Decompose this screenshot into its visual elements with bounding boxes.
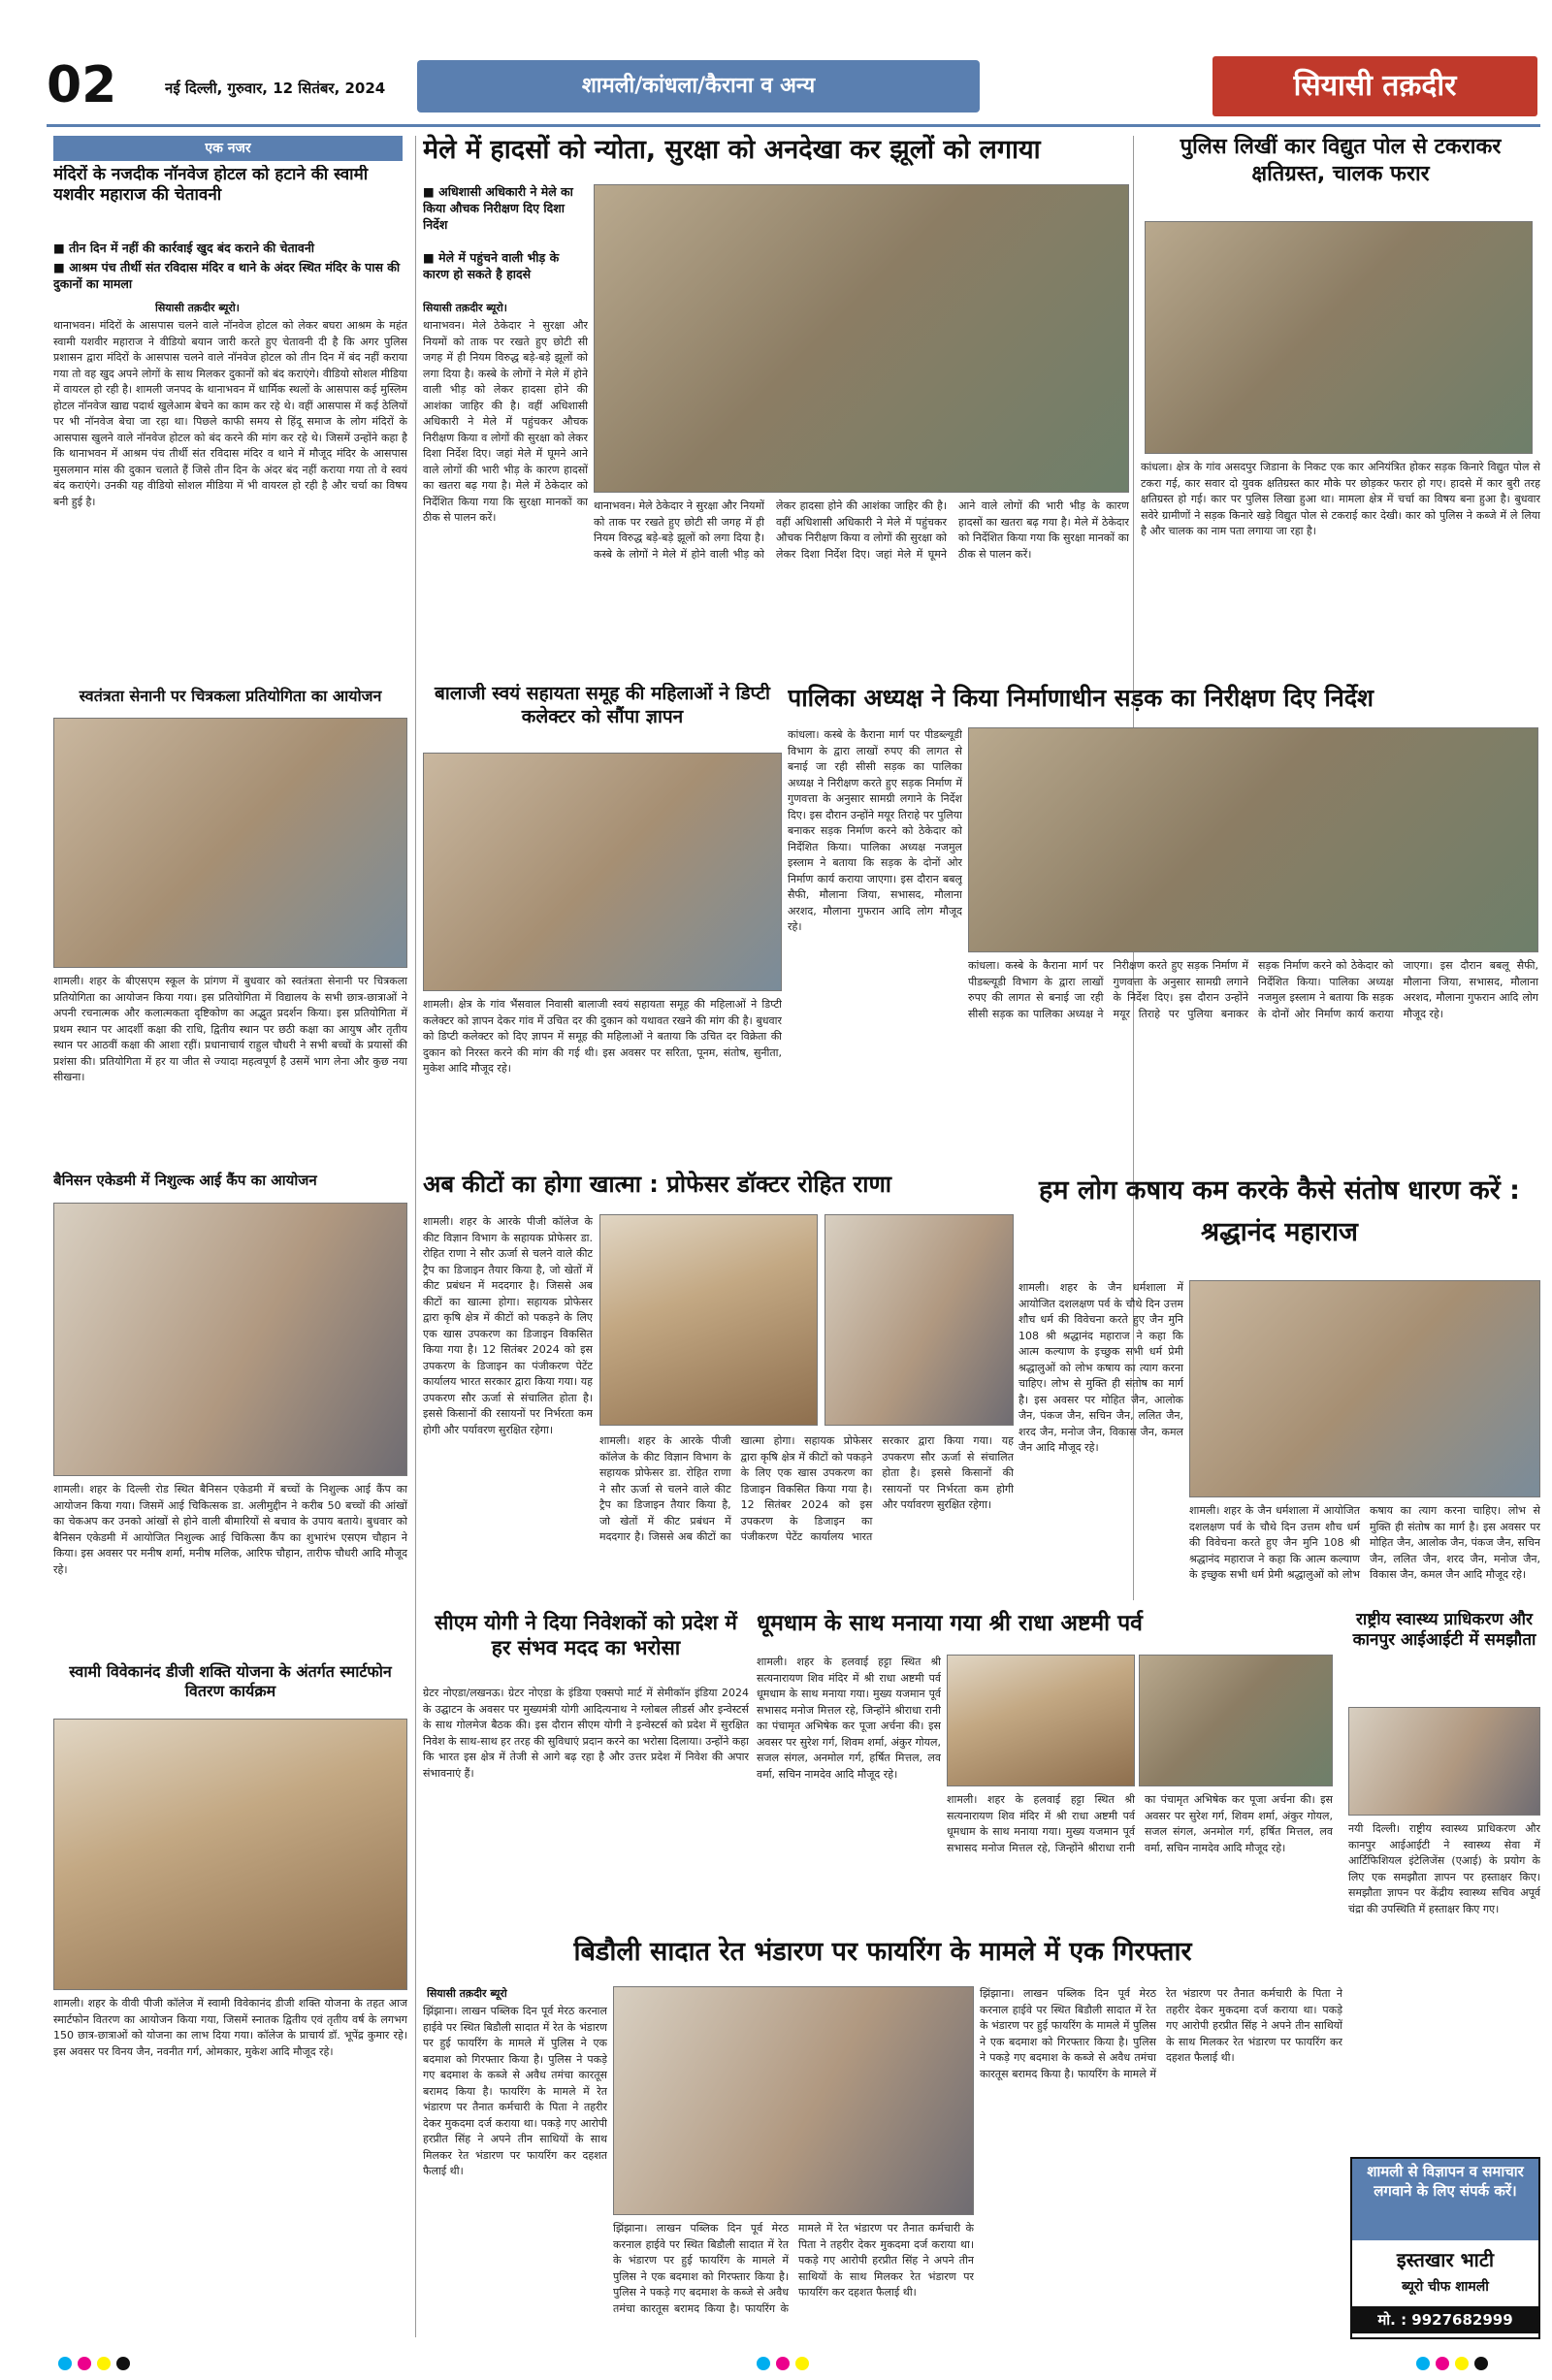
ek-nazar-headline: मंदिरों के नजदीक नॉनवेज होटल को हटाने की स्वामी यशवीर महाराज की चेतावनी xyxy=(53,165,369,206)
firing-headline: बिडौली सादात रेत भंडारण पर फायरिंग के मामले में एक गिरफ्तार xyxy=(573,1937,1192,1967)
fair-headline: मेले में हादसों को न्योता, सुरक्षा को अनदेखा कर झूलों को लगाया xyxy=(423,135,1041,165)
magenta-mark xyxy=(776,2357,790,2370)
firing-body-col3: झिंझाना। लाखन पब्लिक दिन पूर्व मेरठ करनाल हाईवे पर स्थित बिडौली सादात में रेत के भंडारण पर हुई फायरिंग के मामले में पुलिस ने एक बदमाश को गिरफ्तार किया है। पुलिस ने पकड़े गए बदमाश के कब्जे से अवैध तमंचा कारतूस बरामद किया है। फायरिंग के मामले में रेत भंडारण पर तैनात कर्मचारी के पिता ने तहरीर देकर मुकदमा दर्ज कराया था। पकड़े गए आरोपी हरप्रीत सिंह ने अपने तीन साथियों के साथ मिलकर रेत भंडारण पर फायरिंग कर दहशत फैलाई थी। xyxy=(980,1987,1342,2080)
painting-headline: स्वतंत्रता सेनानी पर चित्रकला प्रतियोगिता का आयोजन xyxy=(79,687,382,705)
smartphone-photo xyxy=(53,1719,407,1990)
shraddhanand-photo xyxy=(1189,1280,1540,1497)
fair-photo xyxy=(594,184,1129,493)
radha-headline: धूमधाम के साथ मनाया गया श्री राधा अष्टमी पर्व xyxy=(757,1611,1143,1636)
health-mou-photo xyxy=(1348,1707,1540,1816)
cyan-mark xyxy=(58,2357,72,2370)
health-mou-body: नयी दिल्ली। राष्ट्रीय स्वास्थ्य प्राधिकरण और कानपुर आईआईटी ने स्वास्थ्य सेवा में आर्टिफिशियल इंटेलिजेंस (एआई) के प्रयोग के लिए एक समझौता ज्ञापन पर हस्ताक्षर किए। समझौता ज्ञापन पर केंद्रीय स्वास्थ्य सचिव अपूर्व चंद्रा की उपस्थिति में हस्ताक्षर किए गए। xyxy=(1348,1822,1540,1915)
shraddhanand-headline: हम लोग कषाय कम करके कैसे संतोष धारण करें : श्रद्धानंद महाराज xyxy=(1039,1175,1520,1248)
car-accident-body: कांधला। क्षेत्र के गांव असदपुर जिडाना के निकट एक कार अनियंत्रित होकर सड़क किनारे विद्युत पोल से टकरा गई, कार सवार दो युवक क्षतिग्रस्त कार मौके पर छोड़कर फरार हो गए। हादसे में कार बुरी तरह क्षतिग्रस्त हो गई। कार पर पुलिस लिखा हुआ था। मामला क्षेत्र में चर्चा का विषय बना हुआ है। बुधवार सवेरे ग्रामीणों ने सड़क किनारे खड़े विद्युत पोल से टकराई कार देखी। कार को पुलिस ने कब्जे में ले लिया है और चालक का नाम पता लगाया जा रहा है। xyxy=(1141,461,1540,537)
road-headline: पालिका अध्यक्ष ने किया निर्माणाधीन सड़क का निरीक्षण दिए निर्देश xyxy=(788,684,1374,712)
ek-nazar-bullet: ■ तीन दिन में नहीं की कार्रवाई खुद बंद कराने की चेतावनी xyxy=(53,241,314,255)
magenta-mark xyxy=(1436,2357,1449,2370)
road-photo xyxy=(968,727,1538,952)
firing-body-col1: झिंझाना। लाखन पब्लिक दिन पूर्व मेरठ करनाल हाईवे पर स्थित बिडौली सादात में रेत के भंडारण पर हुई फायरिंग के मामले में पुलिस ने एक बदमाश को गिरफ्तार किया है। पुलिस ने पकड़े गए बदमाश के कब्जे से अवैध तमंचा कारतूस बरामद किया है। फायरिंग के मामले में रेत भंडारण पर तैनात कर्मचारी के पिता ने तहरीर देकर मुकदमा दर्ज कराया था। पकड़े गए आरोपी हरप्रीत सिंह ने अपने तीन साथियों के साथ मिलकर रेत भंडारण पर फायरिंग कर दहशत फैलाई थी। xyxy=(423,2005,607,2177)
page-number: 02 xyxy=(47,56,117,114)
print-marks xyxy=(0,2347,1552,2380)
radha-body-col2: शामली। शहर के हलवाई हट्टा स्थित श्री सत्यनारायण शिव मंदिर में श्री राधा अष्टमी पर्व धूमधाम के साथ मनाया गया। मुख्य यजमान पूर्व सभासद मनोज मित्तल रहे, जिन्होंने श्रीराधा रानी का पंचामृत अभिषेक कर पूजा अर्चना की। इस अवसर पर सुरेश गर्ग, शिवम शर्मा, अंकुर गोयल, सजल संगल, अनमोल गर्ग, हर्षित मित्तल, लव वर्मा, सचिन नामदेव आदि मौजूद रहे। xyxy=(947,1793,1333,1854)
eye-camp-headline: बैनिसन एकेडमी में निशुल्क आई कैंप का आयोजन xyxy=(53,1172,317,1189)
ad-text: शामली से विज्ञापन व समाचार लगवाने के लिए संपर्क करें। xyxy=(1352,2159,1538,2240)
shraddhanand-body-col2: शामली। शहर के जैन धर्मशाला में आयोजित दशलक्षण पर्व के चौथे दिन उत्तम शौच धर्म की विवेचना करते हुए जैन मुनि 108 श्री श्रद्धानंद महाराज ने कहा कि आत्म कल्याण के इच्छुक सभी धर्म प्रेमी श्रद्धालुओं को लोभ कषाय का त्याग करना चाहिए। लोभ से मुक्ति ही संतोष का मार्ग है। इस अवसर पर मोहित जैन, आलोक जैन, पंकज जैन, सचिन जैन, ललित जैन, शरद जैन, मनोज जैन, विकास जैन, कमल जैन आदि मौजूद रहे। xyxy=(1189,1504,1540,1581)
smartphone-body: शामली। शहर के वीवी पीजी कॉलेज में स्वामी विवेकानंद डीजी शक्ति योजना के तहत आज स्मार्टफोन वितरण का आयोजन किया गया, जिसमें स्नातक द्वितीय एवं तृतीय वर्ष के लगभग 150 छात्र-छात्राओं को योजना का लाभ दिया गया। कॉलेज के प्राचार्य डॉ. भूपेंद्र कुमार रहे। इस अवसर पर विनय जैन, नवनीत गर्ग, ओमकार, मुकेश आदि मौजूद रहे। xyxy=(53,1997,407,2058)
ek-nazar-body: थानाभवन। मंदिरों के आसपास चलने वाले नॉनवेज होटल को लेकर बघरा आश्रम के महंत स्वामी यशवीर महाराज ने वीडियो बयान जारी करते हुए चेतावनी दी है कि अगर पुलिस प्रशासन द्वारा मंदिरों के आसपास चलने वाले नॉनवेज होटल को तीन दिन में बंद नहीं कराया गया तो वह खुद अपने लोगों के साथ मिलकर दुकानों को बंद कराएंगे। वीडियो सोशल मीडिया में वायरल हो रही है। शामली जनपद के थानाभवन में धार्मिक स्थलों के आसपास कई मुस्लिम होटल नॉनवेज खाद्य पदार्थ खुलेआम बेचने का काम कर रहे थे। वहीं आसपास में कई ठेलियों पर भी नॉनवेज बेचा जा रहा था। पिछले काफी समय से हिंदू समाज के लोग मंदिरों के आसपास खुलने वाले नॉनवेज होटल को बंद करने की मांग कर रहे थे। जिसमें उन्होंने कहा है कि थानाभवन में आश्रम पंच तीर्थी संत रविदास मंदिर व थाने में मौजूद मंदिर के आसपास मुसलमान मांस की दुकान चलाते हैं जिसे तीन दिन के अंदर बंद नहीं कराया गया तो वे स्वयं बंद कराएंगे। उनकी यह वीडियो सोशल मीडिया में भी वायरल हो रही है और चर्चा का विषय बनी हुई है। xyxy=(53,319,407,508)
professor-headline: अब कीटों का होगा खात्मा : प्रोफेसर डॉक्टर रोहित राणा xyxy=(423,1171,892,1198)
cyan-mark xyxy=(1416,2357,1430,2370)
professor-body-col2: शामली। शहर के आरके पीजी कॉलेज के कीट विज्ञान विभाग के सहायक प्रोफेसर डा. रोहित राणा ने सौर ऊर्जा से चलने वाले कीट ट्रैप का डिजाइन तैयार किया है, जो खेतों में कीट प्रबंधन में मददगार है। जिससे अब कीटों का खात्मा होगा। सहायक प्रोफेसर द्वारा कृषि क्षेत्र में कीटों को पकड़ने के लिए एक खास उपकरण का डिजाइन विकसित किया गया है। 12 सितंबर 2024 को इस उपकरण के डिजाइन का पंजीकरण पेटेंट कार्यालय भारत सरकार द्वारा किया गया। यह उपकरण सौर ऊर्जा से संचालित होता है। इससे किसानों की रसायनों पर निर्भरता कम होगी और पर्यावरण सुरक्षित रहेगा। xyxy=(599,1434,1014,1543)
firing-byline: सियासी तक़दीर ब्यूरो xyxy=(427,1987,507,2000)
dateline: नई दिल्ली, गुरुवार, 12 सितंबर, 2024 xyxy=(165,80,386,97)
black-mark xyxy=(116,2357,130,2370)
painting-body: शामली। शहर के बीएसएम स्कूल के प्रांगण में बुधवार को स्वतंत्रता सेनानी पर चित्रकला प्रतियोगिता का आयोजन किया गया। इस प्रतियोगिता में विद्यालय के सभी छात्र-छात्राओं ने अपनी रचनात्मक और कलात्मकता दृष्टिकोण का अद्भुत प्रदर्शन किया। इस प्रतियोगिता में प्रथम स्थान पर आदर्शी कक्षा की राधि, द्वितीय स्थान पर छठी कक्षा का आयुष और तृतीय स्थान पर आठवीं कक्षा की आशा रहीं। प्रधानाचार्य राहुल चौधरी ने सभी बच्चों के प्रयासों की प्रशंसा की। प्रतियोगिता में हर या जीत से ज्यादा महत्वपूर्ण है उसमें भाग लेना और कुछ नया सीखना। xyxy=(53,975,407,1083)
road-body-col1: कांधला। कस्बे के कैराना मार्ग पर पीडब्ल्यूडी विभाग के द्वारा लाखों रुपए की लागत से बनाई जा रही सीसी सड़क का पालिका अध्यक्ष ने निरीक्षण करते हुए सड़क निर्माण में गुणवत्ता के अनुसार सामग्री लगाने के निर्देश दिए। इस दौरान उन्होंने मयूर तिराहे पर पुलिया बनाकर सड़क निर्माण करने को ठेकेदार को निर्देशित किया। पालिका अध्यक्ष नजमुल इस्लाम ने बताया कि सड़क के दोनों ओर निर्माण कार्य कराया जाएगा। इस दौरान बबलू सैफी, मौलाना जिया, सभासद, मौलाना अरशद, मौलाना गुफरान आदि लोग मौजूद रहे। xyxy=(788,728,962,933)
professor-body-col1: शामली। शहर के आरके पीजी कॉलेज के कीट विज्ञान विभाग के सहायक प्रोफेसर डा. रोहित राणा ने सौर ऊर्जा से चलने वाले कीट ट्रैप का डिजाइन तैयार किया है, जो खेतों में कीट प्रबंधन में मददगार है। जिससे अब कीटों का खात्मा होगा। सहायक प्रोफेसर द्वारा कृषि क्षेत्र में कीटों को पकड़ने के लिए एक खास उपकरण का डिजाइन विकसित किया गया है। 12 सितंबर 2024 को इस उपकरण के डिजाइन का पंजीकरण पेटेंट कार्यालय भारत सरकार द्वारा किया गया। यह उपकरण सौर ऊर्जा से संचालित होता है। इससे किसानों की रसायनों पर निर्भरता कम होगी और पर्यावरण सुरक्षित रहेगा। xyxy=(423,1215,593,1436)
car-accident-photo xyxy=(1145,221,1533,454)
women-group-photo xyxy=(423,753,782,991)
section-title: शामली/कांधला/कैराना व अन्य xyxy=(417,60,980,113)
fair-bullet: ■ मेले में पहुंचने वाली भीड़ के कारण हो सकते है हादसे xyxy=(423,250,560,281)
radha-body-col1: शामली। शहर के हलवाई हट्टा स्थित श्री सत्यनारायण शिव मंदिर में श्री राधा अष्टमी पर्व धूमधाम के साथ मनाया गया। मुख्य यजमान पूर्व सभासद मनोज मित्तल रहे, जिन्होंने श्रीराधा रानी का पंचामृत अभिषेक कर पूजा अर्चना की। इस अवसर पर सुरेश गर्ग, शिवम शर्मा, अंकुर गोयल, सजल संगल, अनमोल गर्ग, हर्षित मित्तल, लव वर्मा, सचिन नामदेव आदि मौजूद रहे। xyxy=(757,1656,941,1781)
cm-yogi-headline: सीएम योगी ने दिया निवेशकों को प्रदेश में हर संभव मदद का भरोसा xyxy=(435,1611,737,1660)
health-mou-headline: राष्ट्रीय स्वास्थ्य प्राधिकरण और कानपुर आईआईटी में समझौता xyxy=(1352,1610,1536,1651)
radha-photo-1 xyxy=(947,1655,1135,1786)
painting-photo xyxy=(53,718,407,968)
magenta-mark xyxy=(78,2357,91,2370)
cyan-mark xyxy=(757,2357,770,2370)
ad-role: ब्यूरो चीफ शामली xyxy=(1402,2279,1489,2295)
ek-nazar-label: एक नजर xyxy=(53,136,403,161)
brand-logo: सियासी तक़दीर xyxy=(1212,56,1537,116)
yellow-mark xyxy=(97,2357,111,2370)
professor-photo-1 xyxy=(599,1214,818,1426)
fair-bullet: ■ अधिशासी अधिकारी ने मेले का किया औचक निरीक्षण दिए दिशा निर्देश xyxy=(423,184,573,232)
eye-camp-photo xyxy=(53,1203,407,1476)
fair-byline: सियासी तक़दीर ब्यूरो। xyxy=(423,302,507,314)
professor-photo-2 xyxy=(824,1214,1014,1426)
eye-camp-body: शामली। शहर के दिल्ली रोड स्थित बैनिसन एकेडमी में बच्चों के निशुल्क आई कैंप का आयोजन किया गया। जिसमें आई चिकित्सक डा. अलीमुद्दीन ने करीब 50 बच्चों की आंखों का चेकअप कर उनको आंखों से होने वाली बीमारियों से बचाव के उपाय बताये। बुधवार को बैनिसन एकेडमी में आयोजित निशुल्क आई चिकित्सा कैंप का शुभारंभ एसएम चौहान ने किया। इस अवसर पर मनीष शर्मा, मनीष मलिक, आरिफ चौहान, तारीफ चौधरी आदि मौजूद रहे। xyxy=(53,1483,407,1576)
car-accident-headline: पुलिस लिखीं कार विद्युत पोल से टकराकर क्षतिग्रस्त, चालक फरार xyxy=(1180,135,1502,186)
column-divider xyxy=(415,136,416,2337)
fair-body-col2: थानाभवन। मेले ठेकेदार ने सुरक्षा और नियमों को ताक पर रखते हुए छोटी सी जगह में ही नियम विरुद्ध बड़े-बड़े झूलों को लगा दिया है। कस्बे के लोगों ने मेले में होने वाली भीड़ को लेकर हादसा होने की आशंका जाहिर की है। वहीं अधिशासी अधिकारी ने मेले में पहुंचकर औचक निरीक्षण किया व लोगों की सुरक्षा को लेकर दिशा निर्देश दिए। जहां मेले में घूमने आने वाले लोगों की भारी भीड़ के कारण हादसों का खतरा बढ़ गया है। मेले में ठेकेदार को निर्देशित किया गया कि सुरक्षा मानकों का ठीक से पालन करें। xyxy=(594,499,1129,561)
women-group-headline: बालाजी स्वयं सहायता समूह की महिलाओं ने डिप्टी कलेक्टर को सौंपा ज्ञापन xyxy=(435,683,770,727)
women-group-body: शामली। क्षेत्र के गांव भैंसवाल निवासी बालाजी स्वयं सहायता समूह की महिलाओं ने डिप्टी कलेक्टर को ज्ञापन देकर गांव में उचित दर की दुकान को यथावत रखने की मांग की है। बुधवार को डिप्टी कलेक्टर को दिए ज्ञापन में समूह की महिलाओं ने बताया कि उचित दर विक्रेता की दुकान को निरस्त करने की मांग की गई थी। इस अवसर पर सरिता, पूनम, संतोष, सुनीता, मुकेश आदि मौजूद रहे। xyxy=(423,998,782,1075)
header-rule xyxy=(47,124,1540,127)
ad-phone: मो. : 9927682999 xyxy=(1352,2306,1538,2333)
contact-ad xyxy=(1350,2157,1540,2339)
black-mark xyxy=(1474,2357,1488,2370)
ad-name: इस्तखार भाटी xyxy=(1396,2248,1495,2271)
yellow-mark xyxy=(795,2357,809,2370)
road-body-col2: कांधला। कस्बे के कैराना मार्ग पर पीडब्ल्यूडी विभाग के द्वारा लाखों रुपए की लागत से बनाई जा रही सीसी सड़क का पालिका अध्यक्ष ने निरीक्षण करते हुए सड़क निर्माण में गुणवत्ता के अनुसार सामग्री लगाने के निर्देश दिए। इस दौरान उन्होंने मयूर तिराहे पर पुलिया बनाकर सड़क निर्माण करने को ठेकेदार को निर्देशित किया। पालिका अध्यक्ष नजमुल इस्लाम ने बताया कि सड़क के दोनों ओर निर्माण कार्य कराया जाएगा। इस दौरान बबलू सैफी, मौलाना जिया, सभासद, मौलाना अरशद, मौलाना गुफरान आदि लोग मौजूद रहे। xyxy=(968,959,1538,1020)
firing-body-col2: झिंझाना। लाखन पब्लिक दिन पूर्व मेरठ करनाल हाईवे पर स्थित बिडौली सादात में रेत के भंडारण पर हुई फायरिंग के मामले में पुलिस ने एक बदमाश को गिरफ्तार किया है। पुलिस ने पकड़े गए बदमाश के कब्जे से अवैध तमंचा कारतूस बरामद किया है। फायरिंग के मामले में रेत भंडारण पर तैनात कर्मचारी के पिता ने तहरीर देकर मुकदमा दर्ज कराया था। पकड़े गए आरोपी हरप्रीत सिंह ने अपने तीन साथियों के साथ मिलकर रेत भंडारण पर फायरिंग कर दहशत फैलाई थी। xyxy=(613,2222,974,2315)
smartphone-headline: स्वामी विवेकानंद डीजी शक्ति योजना के अंतर्गत स्मार्टफोन वितरण कार्यक्रम xyxy=(69,1662,392,1700)
shraddhanand-body-col1: शामली। शहर के जैन धर्मशाला में आयोजित दशलक्षण पर्व के चौथे दिन उत्तम शौच धर्म की विवेचना करते हुए जैन मुनि 108 श्री श्रद्धानंद महाराज ने कहा कि आत्म कल्याण के इच्छुक सभी धर्म प्रेमी श्रद्धालुओं को लोभ कषाय का त्याग करना चाहिए। लोभ से मुक्ति ही संतोष का मार्ग है। इस अवसर पर मोहित जैन, आलोक जैन, पंकज जैन, सचिन जैन, ललित जैन, शरद जैन, मनोज जैन, विकास जैन, कमल जैन आदि मौजूद रहे। xyxy=(1018,1281,1183,1454)
radha-photo-2 xyxy=(1139,1655,1333,1786)
cm-yogi-body: ग्रेटर नोएडा/लखनऊ। ग्रेटर नोएडा के इंडिया एक्सपो मार्ट में सेमीकॉन इंडिया 2024 के उद्घाटन के अवसर पर मुख्यमंत्री योगी आदित्यनाथ ने ग्लोबल लीडर्स और इन्वेस्टर्स के साथ गोलमेज बैठक की। इस दौरान सीएम योगी ने इन्वेस्टर्स को प्रदेश में सुरक्षित निवेश के साथ-साथ हर तरह की सुविधाएं प्रदान करने का भरोसा दिलाया। उन्होंने कहा कि भारत इस क्षेत्र में तेजी से आगे बढ़ रहा है और उत्तर प्रदेश में निवेश की अपार संभावनाएं हैं। xyxy=(423,1687,749,1780)
yellow-mark xyxy=(1455,2357,1469,2370)
ek-nazar-bullet: ■ आश्रम पंच तीर्थी संत रविदास मंदिर व थाने के अंदर स्थित मंदिर के पास की दुकानों का मामला xyxy=(53,260,401,291)
fair-body-col1: थानाभवन। मेले ठेकेदार ने सुरक्षा और नियमों को ताक पर रखते हुए छोटी सी जगह में ही नियम विरुद्ध बड़े-बड़े झूलों को लगा दिया है। कस्बे के लोगों ने मेले में होने वाली भीड़ को लेकर हादसा होने की आशंका जाहिर की है। वहीं अधिशासी अधिकारी ने मेले में पहुंचकर औचक निरीक्षण किया व लोगों की सुरक्षा को लेकर दिशा निर्देश दिए। जहां मेले में घूमने आने वाले लोगों की भारी भीड़ के कारण हादसों का खतरा बढ़ गया है। मेले में ठेकेदार को निर्देशित किया गया कि सुरक्षा मानकों का ठीक से पालन करें। xyxy=(423,319,588,524)
firing-photo xyxy=(613,1986,974,2215)
ek-nazar-byline: सियासी तक़दीर ब्यूरो। xyxy=(155,302,240,314)
